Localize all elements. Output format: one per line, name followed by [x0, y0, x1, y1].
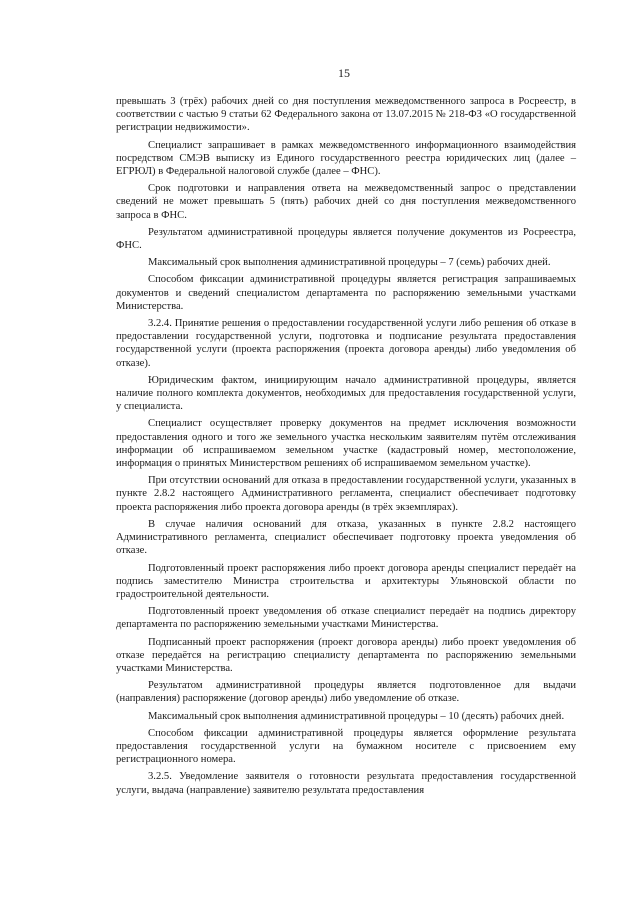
paragraph: Подготовленный проект уведомления об отказе специалист передаёт на подпись директору департамента по распоряжению земельными участками Министерства. [116, 606, 576, 631]
paragraph: Максимальный срок выполнения административной процедуры – 10 (десять) рабочих дней. [148, 710, 565, 722]
paragraph: Результатом административной процедуры является подготовленное для выдачи (направления) распоряжение (договор аренды) либо уведомление об отказе. [116, 680, 576, 705]
page-number: 15 [338, 66, 350, 80]
paragraph: Результатом административной процедуры является получение документов из Росреестра, ФНС. [116, 226, 576, 252]
paragraph: Максимальный срок выполнения административной процедуры – 7 (семь) рабочих дней. [148, 257, 551, 269]
paragraph: Способом фиксации административной процедуры является регистрация запрашиваемых документов и сведений специалистом департамента по распоряжению земельными участками Министерства. [116, 274, 576, 312]
section-heading-paragraph: 3.2.4. Принятие решения о предоставлении государственной услуги либо решения об отказе в предоставлении государственной услуги, подготовка и подписание результата предоставления государственной услуги (проекта распоряжения (проекта договора аренды) либо уведомления об отказе). [116, 318, 576, 369]
paragraph: Подготовленный проект распоряжения либо проект договора аренды специалист передаёт на подпись заместителю Министра строительства и архитектуры Ульяновской области по градостроительной деятельности. [116, 562, 576, 600]
section-heading-paragraph: 3.2.5. Уведомление заявителя о готовности результата предоставления государственной услуги, выдача (направление) заявителю результата предоставления [116, 771, 576, 796]
paragraph: В случае наличия оснований для отказа, указанных в пункте 2.8.2 настоящего Административного регламента, специалист обеспечивает подготовку проекта уведомления об отказе. [116, 518, 576, 557]
body-text [116, 95, 576, 797]
paragraph: Специалист запрашивает в рамках межведомственного информационного взаимодействия посредством СМЭВ выписку из Единого государственного реестра юридических лиц (далее – ЕГРЮЛ) в Федеральной налоговой службе (далее – ФНС). [116, 139, 576, 178]
paragraph: При отсутствии оснований для отказа в предоставлении государственной услуги, указанных в пункте 2.8.2 настоящего Административного регламента, специалист обеспечивает подготовку проекта распоряжения либо проекта договора аренды (в трёх экземплярах). [116, 475, 576, 513]
paragraph: Срок подготовки и направления ответа на межведомственный запрос о представлении сведений не может превышать 5 (пять) рабочих дней со дня поступления межведомственного запроса в ФНС. [116, 183, 576, 221]
paragraph: превышать 3 (трёх) рабочих дней со дня поступления межведомственного запроса в Росреестр, в соответствии с частью 9 статьи 62 Федерального закона от 13.07.2015 № 218-ФЗ «О государственной регистрации недвижимости». [116, 96, 576, 134]
paragraph: Специалист осуществляет проверку документов на предмет исключения возможности предоставления одного и того же земельного участка нескольким заявителям путём отслеживания информации об испрашиваемом земельном участке (кадастровый номер, местоположение, информация о принятых Министерством решениях об испрашиваемом земельном участке). [116, 418, 576, 470]
paragraph: Юридическим фактом, инициирующим начало административной процедуры, является наличие полного комплекта документов, необходимых для предоставления государственной услуги, у специалиста. [116, 374, 576, 413]
paragraph: Способом фиксации административной процедуры является оформление результата предоставления государственной услуги на бумажном носителе с присвоением ему регистрационного номера. [116, 727, 576, 766]
paragraph: Подписанный проект распоряжения (проект договора аренды) либо проект уведомления об отказе передаётся на регистрацию специалисту департамента по распоряжению земельными участками Министерства. [116, 636, 576, 674]
